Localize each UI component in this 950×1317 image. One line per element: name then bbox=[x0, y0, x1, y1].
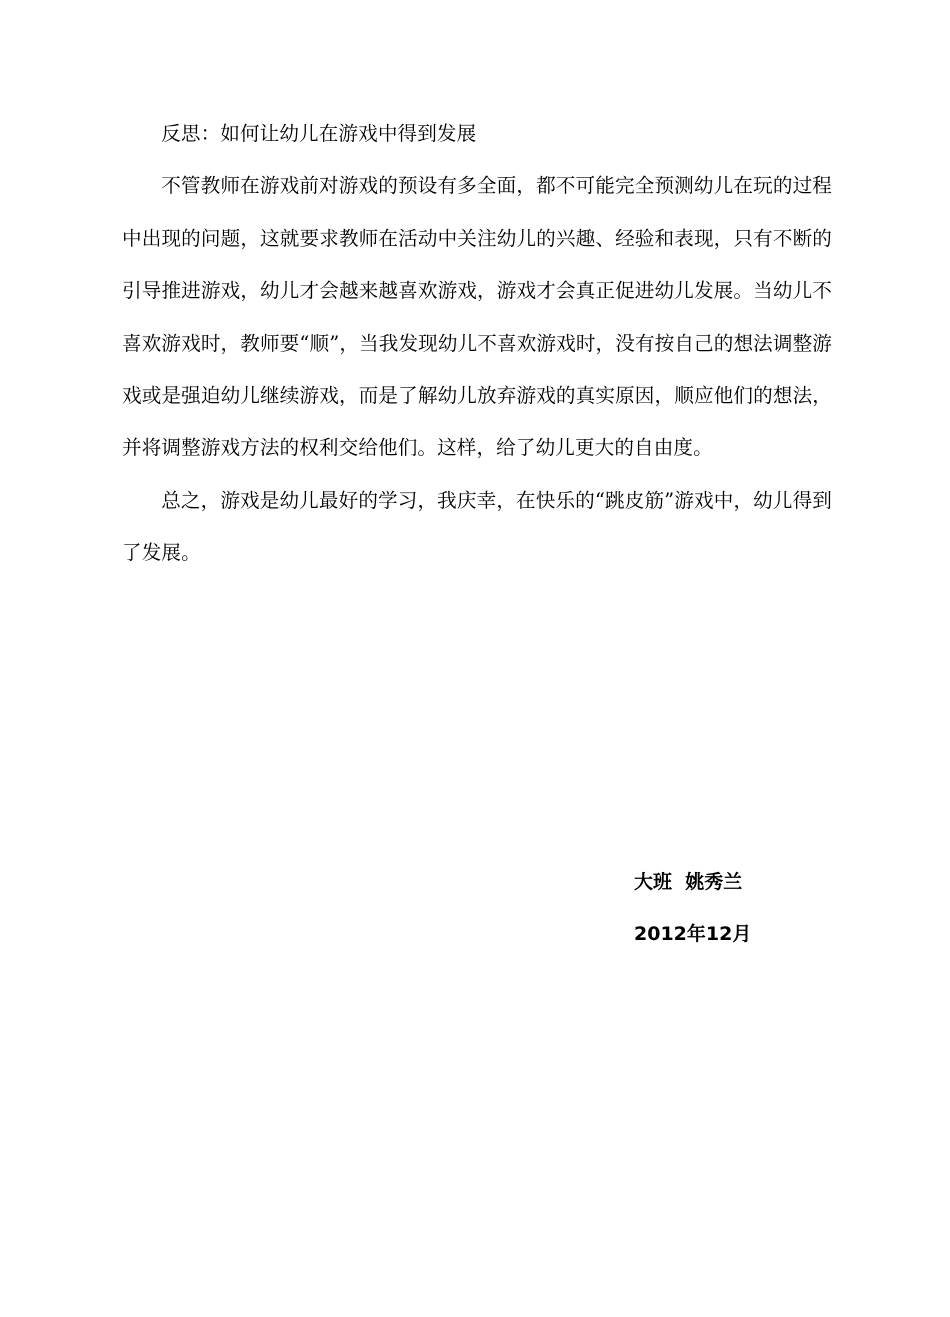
date-line: 2012年12月 bbox=[634, 923, 752, 945]
signature-block bbox=[634, 856, 751, 960]
document-body bbox=[122, 108, 832, 580]
reflection-heading: 反思：如何让幼儿在游戏中得到发展 bbox=[161, 122, 477, 145]
body-paragraph: 不管教师在游戏前对游戏的预设有多全面，都不可能完全预测幼儿在玩的过程中出现的问题，这就要求教师在活动中关注幼儿的兴趣、经验和表现，只有不断的引导推进游戏，幼儿才会越来越喜欢游戏，游戏才会真正促进幼儿发展。当幼儿不喜欢游戏时，教师要“顺”，当我发现幼儿不喜欢游戏时，没有按自己的想法调整游戏或是强迫幼儿继续游戏，而是了解幼儿放弃游戏的真实原因，顺应他们的想法，并将调整游戏方法的权利交给他们。这样，给了幼儿更大的自由度。 bbox=[122, 174, 832, 460]
conclusion-paragraph: 总之，游戏是幼儿最好的学习，我庆幸，在快乐的“跳皮筋”游戏中，幼儿得到了发展。 bbox=[122, 488, 832, 565]
author-line: 大班 姚秀兰 bbox=[634, 871, 743, 893]
